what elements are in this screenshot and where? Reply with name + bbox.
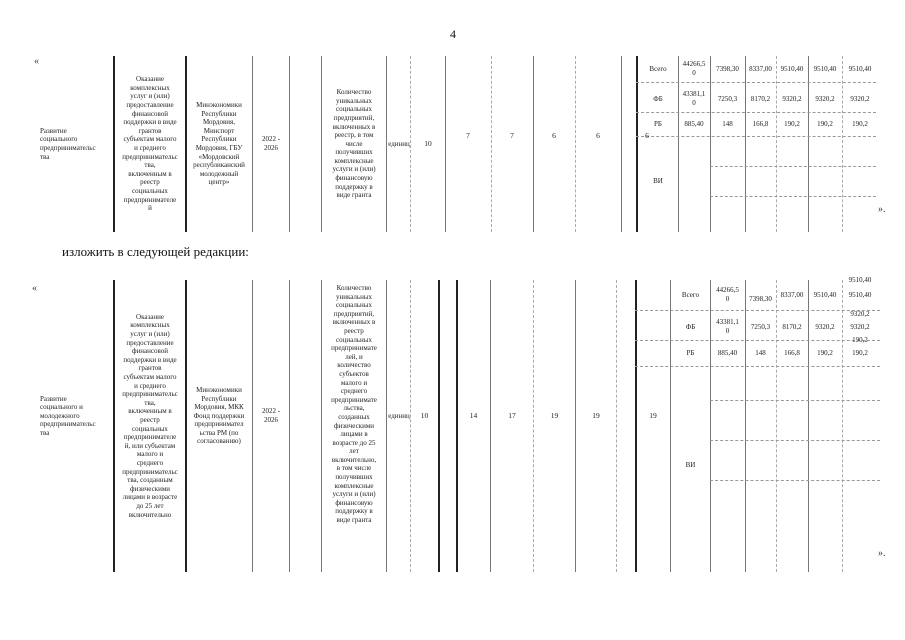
old-fb-sum: 43381,1 0 <box>682 90 706 107</box>
new-period: 2022 - 2026 <box>261 407 281 424</box>
old-value-1: 7 <box>466 130 470 140</box>
new-source-total: Всего <box>681 290 700 299</box>
old-fb-y3: 9320,2 <box>782 94 802 103</box>
old-base-value: 10 <box>424 138 432 148</box>
new-fb-y2: 8170,2 <box>782 322 802 331</box>
new-value-4: 19 <box>592 410 600 420</box>
new-fb-y1: 7250,3 <box>750 322 771 331</box>
old-value-3: 6 <box>552 130 556 140</box>
old-row-table <box>38 56 880 232</box>
old-total-sum: 44266,5 0 <box>682 60 706 77</box>
new-executors: Минэкономики Республики Мордовия, МКК Фонд поддержки предпринимател ьства РМ (по согласованию) <box>193 385 245 446</box>
old-measure: Оказание комплексных услуг и (или) предоставление финансовой поддержки в виде грантов субъектам малого и среднего предпринимательс тва, включенным в реестр социальных предпринимателе й <box>122 75 178 213</box>
old-source-fb: ФБ <box>653 94 663 103</box>
old-total-y2: 8337,00 <box>749 64 772 73</box>
old-unit: единиц <box>388 139 410 148</box>
old-value-5: 6 <box>645 130 649 140</box>
page-number: 4 <box>450 27 456 41</box>
old-fb-y2: 8170,2 <box>750 94 771 103</box>
new-row-table: Развитие социального и молодежного предпринимательс тва Оказание комплексных услуг и (или) предоставление финансовой поддержки в виде грантов субъектам малого и среднего предпринимательс тва, включенным в реестр социальных предпринимателе й, или субъектам малого и среднего предпринимательс тва, созданным физическими лицами в возрасте до 25 лет включительно Минэкономики Республики Мордовия, МКК Фонд поддержки предпринимател ьства РМ (по согласованию) 2022 - 2026 Количество уникальных социальных предприятий, включенных в реестр социальных предпринимате лей, и количество субъектов малого и среднего предпринимате льства, созданных физическими лицами в возрасте до 25 лет включительно, в том числе получивших комплексные услуги и (или) финансовую поддержку в виде гранта единиц 10 14 17 19 19 19 Всего ФБ РБ ВИ 44266,5 0 7398,30 8337,00 9510,40 9510,40 9510,40 43381,1 0 7250,3 8170,2 9320,2 9320,2 9320,2 885,40 148 166,8 190,2 190,2 190,2 <box>38 280 880 572</box>
new-indicator: Количество уникальных социальных предприятий, включенных в реестр социальных предпринимате лей, и количество субъектов малого и среднего предпринимате льства, созданных физическими лицами в возрасте до 25 лет включительно, в том числе получивших комплексные услуги и (или) финансовую поддержку в виде гранта <box>331 284 377 525</box>
old-rb-sum: 885,40 <box>684 119 704 128</box>
new-base-value: 10 <box>420 410 429 420</box>
old-total-y1: 7398,30 <box>716 64 739 73</box>
new-total-y4: 9510,40 <box>848 290 872 299</box>
new-source-fb: ФБ <box>685 322 696 331</box>
new-rb-y1: 148 <box>755 348 766 357</box>
intro-heading: изложить в следующей редакции: <box>62 244 249 259</box>
new-total-y1: 7398,30 <box>749 294 772 303</box>
new-rb-y3: 190,2 <box>817 348 833 357</box>
old-rb-y3: 190,2 <box>784 119 800 128</box>
old-source-rb: РБ <box>654 119 662 128</box>
old-rb-y4: 190,2 <box>817 119 833 128</box>
old-value-2: 7 <box>510 130 514 140</box>
new-total-y3: 9510,40 <box>813 290 837 299</box>
old-fb-y5: 9320,2 <box>850 94 870 103</box>
new-total-sum: 44266,5 0 <box>716 286 739 303</box>
new-rb-y2: 166,8 <box>784 348 800 357</box>
new-direction: Развитие социального и молодежного предпринимательс тва <box>40 394 96 437</box>
old-rb-y2: 166,8 <box>752 119 769 128</box>
new-fb-y4: 9320,2 <box>850 322 870 331</box>
close-quote-old: ». <box>878 204 886 215</box>
old-rb-y1: 148 <box>722 119 733 128</box>
old-fb-y4: 9320,2 <box>815 94 835 103</box>
old-rb-y5: 190,2 <box>852 119 868 128</box>
old-value-4: 6 <box>596 130 600 140</box>
old-period: 2022 - 2026 <box>261 135 281 152</box>
new-value-1: 14 <box>469 410 478 420</box>
new-value-3: 19 <box>550 410 559 420</box>
new-fb-y3: 9320,2 <box>815 322 835 331</box>
old-total-y3: 9510,40 <box>780 64 804 73</box>
open-quote-old: « <box>34 56 39 67</box>
old-total-y5: 9510,40 <box>848 64 872 73</box>
old-direction: Развитие социального предпринимательс тва <box>40 126 96 161</box>
old-source-vi: ВИ <box>653 176 663 185</box>
new-source-rb: РБ <box>686 348 695 357</box>
close-quote-new: ». <box>878 548 886 559</box>
new-rb-y4: 190,2 <box>852 348 868 357</box>
new-fb-sum: 43381,1 0 <box>716 318 739 335</box>
new-value-5: 19 <box>649 410 657 420</box>
old-indicator: Количество уникальных социальных предприятий, включенных в реестр, в том числе получивших комплексные услуги и (или) финансовую поддержку в виде гранта <box>332 88 376 200</box>
new-value-2: 17 <box>508 410 516 420</box>
new-measure: Оказание комплексных услуг и (или) предоставление финансовой поддержки в виде грантов субъектам малого и среднего предпринимательс тва, включенным в реестр социальных предпринимателе й, или субъектам малого и среднего предпринимательс тва, созданным физическими лицами в возрасте до 25 лет включительно <box>122 312 178 519</box>
old-source-total: Всего <box>649 64 667 73</box>
old-executors: Минэкономики Республики Мордовия, Минспорт Республики Мордовия, ГБУ «Мордовский республиканский молодежный центр» <box>193 101 245 187</box>
new-source-vi: ВИ <box>685 460 696 469</box>
new-total-y2: 8337,00 <box>780 290 804 299</box>
old-total-y4: 9510,40 <box>813 64 837 73</box>
new-rb-sum: 885,40 <box>717 348 738 357</box>
new-unit: единиц <box>388 411 410 420</box>
open-quote-new: « <box>32 283 37 294</box>
old-fb-y1: 7250,3 <box>717 94 738 103</box>
